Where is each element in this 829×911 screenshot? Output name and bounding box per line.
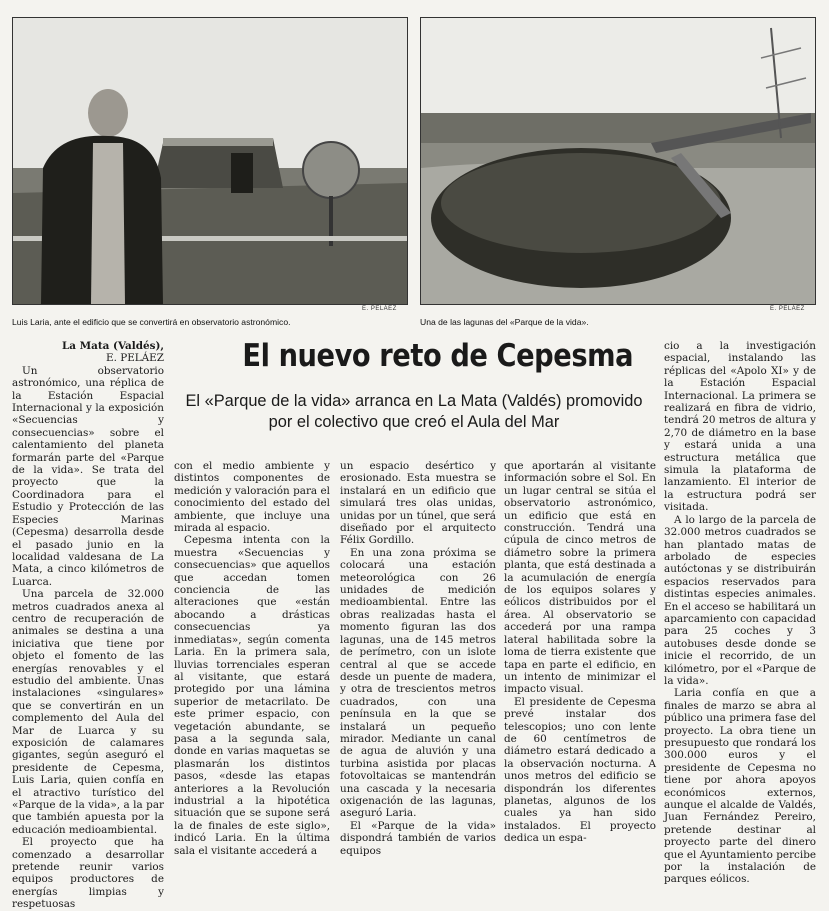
paragraph: que aportarán al visitante información sobre el Sol. En un lugar central se sitúa el observatorio astronómico, un edificio que está en construcción. Tendrá una cúpula de cinco metros de diámetro sobre la primera planta, que está destinada a la acumulación de energía de los equipos solares y eólicos distribuidos por el área. Al observatorio se accederá por una rampa lateral habilitada sobre la loma de tierra existente que tapa en parte el edificio, en un intento de minimizar el impacto visual. <box>504 460 656 696</box>
photo-caption-left: Luis Laria, ante el edificio que se convertirá en observatorio astronómico. <box>12 317 291 327</box>
paragraph: A lo largo de la parcela de 32.000 metros cuadrados se han plantado matas de arbolado de especies autóctonas y se distribuirán espacios reservados para distintas especies animales. En el acceso se habilitará un aparcamiento con capacidad para 25 coches y 3 autobuses desde donde se inicie el recorrido, de un kilómetro, por el «Parque de la vida». <box>664 513 816 687</box>
paragraph: Una parcela de 32.000 metros cuadrados anexa al centro de recuperación de animales se destina a una iniciativa que tiene por objeto el fomento de las energías renovables y el estudio del ambiente. Unas instalaciones «singulares» que se convertirán en un complemento del Aula del Mar de Luarca y su exposición de calamares gigantes, según aseguró el presidente de Cepesma, Luis Laria, quien confía en el atractivo turístico del «Parque de la vida», a la par que también apuesta por la educación medioambiental. <box>12 588 164 836</box>
paragraph: cio a la investigación espacial, instalando las réplicas del «Apolo XI» y de la Estación Espacial Internacional. La primera se realizará en fibra de vidrio, tendrá 20 metros de altura y 2,70 de diámetro en la base y estará unida a una estructura metálica que simula la plataforma de lanzamiento. El interior de la estructura podrá ser visitada. <box>664 340 816 514</box>
article-headline: El nuevo reto de Cepesma <box>242 338 634 374</box>
paragraph: El «Parque de la vida» dispondrá también de varios equipos <box>340 819 496 857</box>
paragraph: El presidente de Cepesma prevé instalar dos telescopios; uno con lente de 60 centímetros de diámetro estará dedicado a la observación nocturna. A unos metros del edificio se dispondrán los diferentes planetas, algunos de los cuales ya han sido instalados. El proyecto dedica un espa- <box>504 695 656 845</box>
paragraph: Cepesma intenta con la muestra «Secuencias y consecuencias» que aquellos que accedan tomen conciencia de las alteraciones que «están abocando a drásticas consecuencias ya inmediatas», según comenta Laria. En la primera sala, lluvias torrenciales esperan al visitante, que estará protegido por una lámina superior de metacrilato. De este primer espacio, con vegetación abundante, se pasa a la segunda sala, donde en varias maquetas se plasmarán los distintos pasos, «desde las etapas anteriores a la Revolución industrial a la hipotética situación que se supone será la de finales de este siglo», indicó Laria. En la última sala el visitante accederá a <box>174 534 330 857</box>
paragraph: En una zona próxima se colocará una estación meteorológica con 26 unidades de medición medioambiental. Entre las obras realizadas hasta el momento figuran las dos lagunas, una de 145 metros de perímetro, con un islote central al que se accede desde un puente de madera, y otra de trescientos metros cuadrados, con una península en la que se instalará un pequeño mirador. Mediante un canal de agua de aluvión y una turbina asistida por placas fotovoltaicas se mantendrán una cascada y la necesaria oxigenación de las lagunas, aseguró Laria. <box>340 546 496 820</box>
paragraph: con el medio ambiente y distintos componentes de medición y valoración para el conocimiento del estado del ambiente, que incluye una mirada al espacio. <box>174 460 330 535</box>
lagoon-photo-illustration <box>421 18 815 304</box>
article-column-1 <box>12 340 164 911</box>
byline-author: E. PELÁEZ <box>106 352 164 365</box>
paragraph: Un observatorio astronómico, una réplica de la Estación Espacial Internacional y la exposición «Secuencias y consecuencias» sobre el calentamiento del planeta formarán parte del «Parque de la vida». Se trata del proyecto que la Coordinadora para el Estudio y Protección de las Especies Marinas (Cepesma) desarrolla desde el pasado junio en la localidad valdesana de La Mata, a cinco kilómetros de Luarca. <box>12 364 164 588</box>
article-column-2 <box>174 460 330 857</box>
observatory-photo-illustration <box>13 18 407 304</box>
article-column-3 <box>340 460 496 857</box>
article-column-4 <box>504 460 656 845</box>
photo-observatory <box>12 17 408 305</box>
paragraph: un espacio desértico y erosionado. Esta muestra se instalará en un edificio que simulará tres olas unidas, unidas por un túnel, que será diseñado por el arquitecto Félix Gordillo. <box>340 460 496 547</box>
photo-caption-right: Una de las lagunas del «Parque de la vida». <box>420 317 589 327</box>
article-subheadline: El «Parque de la vida» arranca en La Mata (Valdés) promovido por el colectivo que creó el Aula del Mar <box>185 392 643 431</box>
photo-credit-left: E. PELÁEZ <box>362 306 397 312</box>
paragraph: Laria confía en que a finales de marzo se abra al público una primera fase del proyecto. La obra tiene un presupuesto que rondará los 300.000 euros y el presidente de Cepesma no tiene por ahora apoyos económicos externos, aunque el alcalde de Valdés, Juan Fernández Pereiro, pretende destinar al proyecto parte del dinero que el Ayuntamiento percibe por la instalación de parques eólicos. <box>664 687 816 886</box>
article-column-5 <box>664 340 816 886</box>
paragraph: El proyecto que ha comenzado a desarrollar pretende reunir varios equipos productores de energías limpias y respetuosas <box>12 836 164 911</box>
photo-lagoon <box>420 17 816 305</box>
photo-credit-right: E. PELÁEZ <box>770 306 805 312</box>
byline-place: La Mata (Valdés), <box>61 340 164 352</box>
